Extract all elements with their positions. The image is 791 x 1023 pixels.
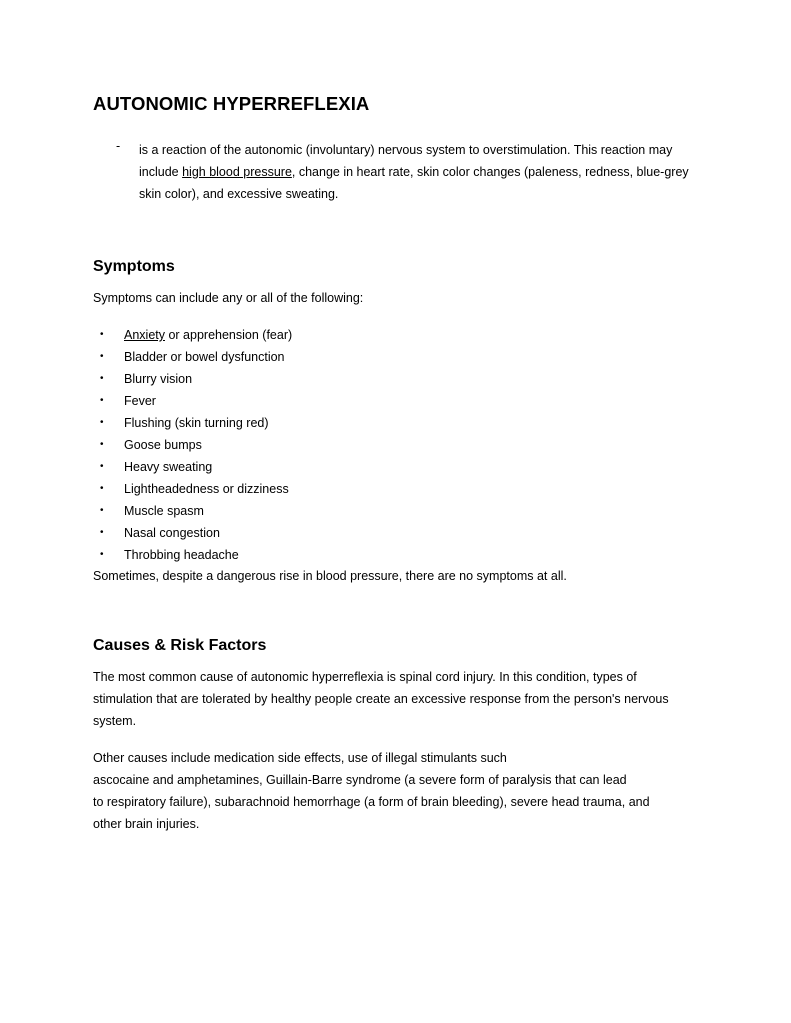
high-blood-pressure-link[interactable]: high blood pressure [182, 165, 292, 179]
list-item-text: Blurry vision [124, 372, 193, 386]
paragraph-line: ascocaine and amphetamines, Guillain-Barre syndrome (a severe form of paralysis that can lead [93, 773, 627, 787]
paragraph-line: Other causes include medication side effects, use of illegal stimulants such [93, 751, 507, 765]
symptoms-note: Sometimes, despite a dangerous rise in blood pressure, there are no symptoms at all. [93, 569, 567, 583]
dash-marker: - [116, 139, 121, 153]
symptoms-heading: Symptoms [93, 258, 175, 275]
causes-paragraph-1 [93, 666, 669, 732]
list-item-text: Nasal congestion [124, 526, 220, 540]
definition-text-before: is a reaction of the autonomic (involuntary) nervous system to overstimulation. This reaction may include [139, 143, 673, 179]
causes-heading: Causes & Risk Factors [93, 637, 267, 654]
bullet-icon: • [100, 461, 104, 472]
list-item-text: Throbbing headache [124, 548, 239, 562]
bullet-icon: • [100, 417, 104, 428]
causes-paragraph-2 [93, 747, 650, 835]
paragraph-line: to respiratory failure), subarachnoid hemorrhage (a form of brain bleeding), severe head trauma, and [93, 795, 650, 809]
list-item-text: Lightheadedness or dizziness [124, 482, 289, 496]
list-item-text: Goose bumps [124, 438, 202, 452]
list-item-text: Fever [124, 394, 156, 408]
bullet-icon: • [100, 373, 104, 384]
symptoms-intro: Symptoms can include any or all of the following: [93, 291, 364, 305]
anxiety-link[interactable]: Anxiety [124, 328, 165, 342]
bullet-icon: • [100, 439, 104, 450]
list-item-text: Bladder or bowel dysfunction [124, 350, 285, 364]
list-item-text: Muscle spasm [124, 504, 204, 518]
bullet-icon: • [100, 527, 104, 538]
list-item-text: or apprehension (fear) [165, 328, 293, 342]
definition-text [139, 139, 699, 205]
definition-text-after: , change in heart rate, skin color changes (paleness, redness, blue-grey skin color), and excessive sweating. [139, 165, 689, 201]
paragraph-line: stimulation that are tolerated by healthy people create an excessive response from the person's nervous [93, 692, 669, 706]
paragraph-line: system. [93, 714, 137, 728]
bullet-icon: • [100, 329, 104, 340]
bullet-icon: • [100, 351, 104, 362]
list-item-text: Heavy sweating [124, 460, 213, 474]
bullet-icon: • [100, 505, 104, 516]
bullet-icon: • [100, 395, 104, 406]
list-item-text: Flushing (skin turning red) [124, 416, 269, 430]
page-title: AUTONOMIC HYPERREFLEXIA [93, 93, 370, 114]
bullet-icon: • [100, 483, 104, 494]
paragraph-line: The most common cause of autonomic hyperreflexia is spinal cord injury. In this condition, types of [93, 670, 637, 684]
paragraph-line: other brain injuries. [93, 817, 200, 831]
bullet-icon: • [100, 549, 104, 560]
